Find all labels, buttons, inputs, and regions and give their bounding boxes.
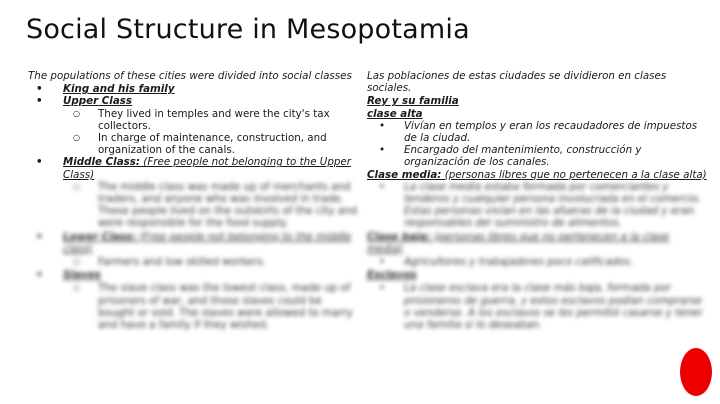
slide-title: Social Structure in Mesopotamia — [26, 14, 470, 45]
red-dot-icon — [680, 348, 712, 396]
lower-class-label: Lower Class: — [63, 230, 137, 243]
middle-item: ○ The middle class was made up of merchants and traders, and anyone who was involved in trade. These people lived on the outskirts of the city and were responsible for the food supply. — [28, 181, 358, 230]
upper-item: ○ They lived in temples and were the city's tax collectors. — [28, 108, 358, 132]
bullet-slaves: • Slaves — [28, 269, 358, 281]
intro-text: The populations of these cities were divided into social classes — [28, 70, 352, 82]
lower-label-es: Clase baja: — [367, 230, 431, 243]
middle-label-es: Clase media: — [367, 168, 442, 181]
lower-item: ○ Farmers and low skilled workers. — [28, 256, 358, 268]
bullet-middle-class — [28, 156, 358, 180]
bullet-lower-class — [28, 231, 358, 255]
bullet-upper-class: • Upper Class — [28, 95, 358, 107]
lower-desc-es: (personas libres que no pertenecen a la clase media) — [367, 230, 670, 255]
slaves-item-es: • La clase esclava era la clase más baja, formada por prisioneros de guerra, y estos esclavos podían comprarse o venderse. A los esclavos se les permitió casarse y tener una familia si lo deseaban. — [367, 282, 707, 331]
heading-slaves-es: Esclavos — [367, 269, 417, 282]
middle-class-label: Middle Class: — [63, 156, 141, 169]
spanish-column — [367, 70, 707, 332]
upper-item-es: • Vivían en templos y eran los recaudadores de impuestos de la ciudad. — [367, 120, 707, 144]
upper-item: ○ In charge of maintenance, construction, and organization of the canals. — [28, 132, 358, 156]
upper-item-es: • Encargado del mantenimiento, construcción y organización de los canales. — [367, 144, 707, 168]
heading-upper-es: clase alta — [367, 107, 423, 120]
english-column — [28, 70, 358, 332]
middle-desc-es: (personas libres que no pertenecen a la clase alta) — [441, 168, 707, 181]
heading-middle-es — [367, 169, 707, 181]
lower-class-desc: (Free people not belonging to the middle class) — [63, 230, 352, 255]
heading-lower-es — [367, 231, 707, 255]
blurred-section-es — [367, 181, 707, 331]
slaves-item: ○ The slave class was the lowest class, made up of prisoners of war, and those slaves could be bought or sold. The slaves were allowed to marry and have a family if they wished. — [28, 282, 358, 331]
middle-item-es: • La clase media estaba formada por comerciantes y tenderos y cualquier persona involucrada en el comercio. Estas personas vivían en las afueras de la ciudad y eran responsables del suministro de alimentos. — [367, 181, 707, 230]
blurred-section — [28, 181, 358, 331]
heading-king-es: Rey y su familia — [367, 95, 459, 108]
middle-class-desc: (Free people not belonging to the Upper Class) — [63, 156, 351, 181]
bullet-king: • King and his family — [28, 83, 358, 95]
intro-text-es: Las poblaciones de estas ciudades se dividieron en clases sociales. — [367, 70, 667, 95]
lower-item-es: • Agricultores y trabajadores poco calificados. — [367, 256, 707, 268]
